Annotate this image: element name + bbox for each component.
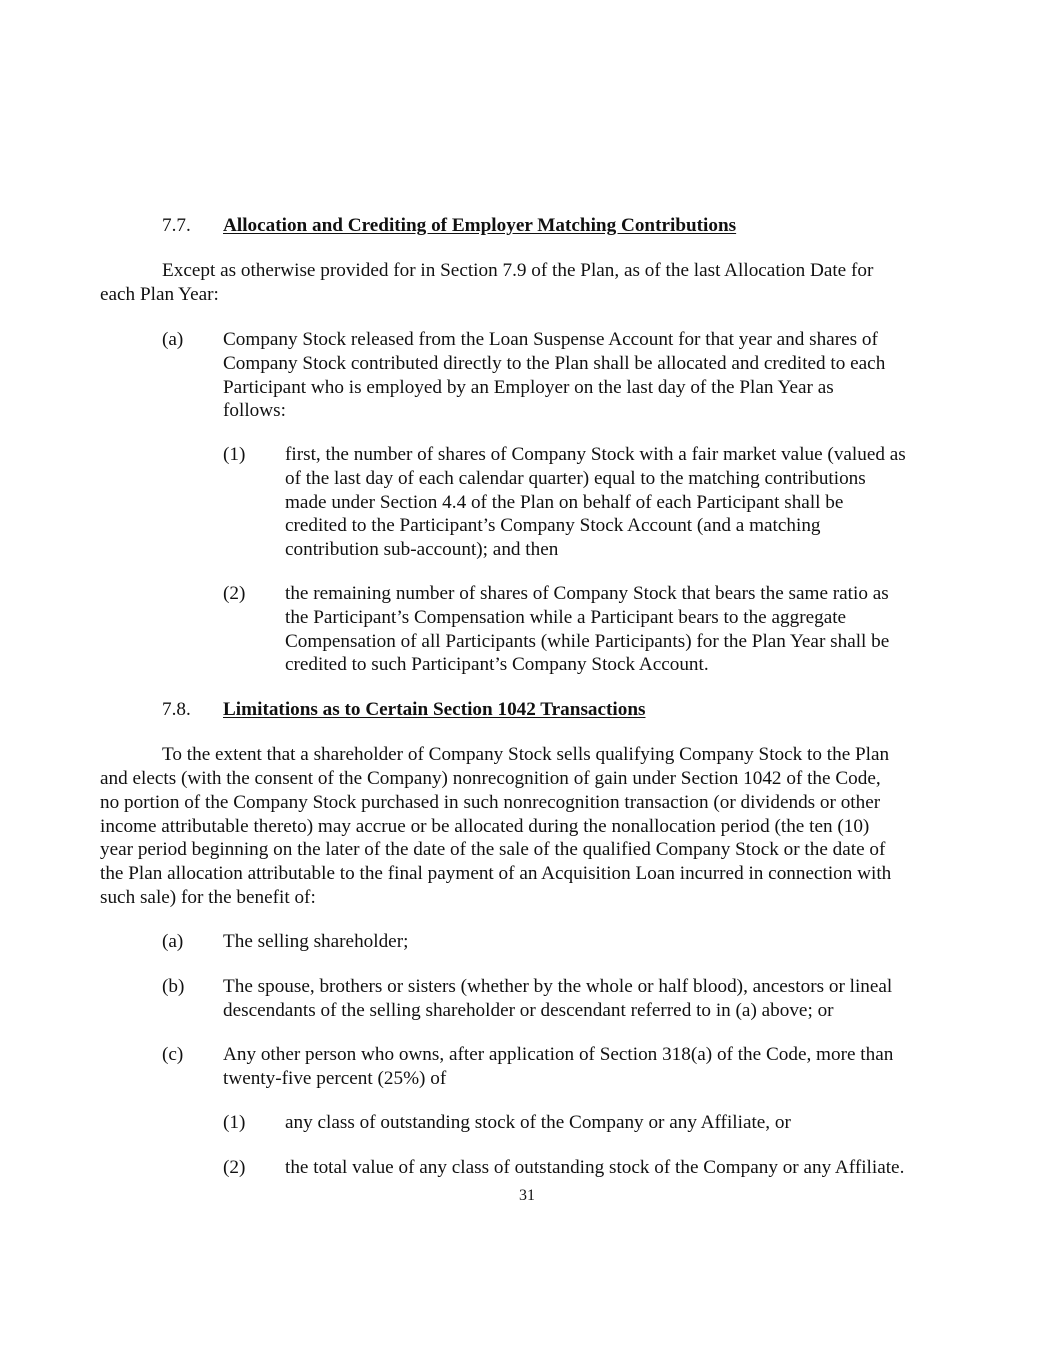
section-7-7-sub-1-label: (1) (223, 444, 246, 465)
section-7-8-item-c-text (223, 1043, 983, 1091)
section-7-8-sub-1-label: (1) (223, 1112, 246, 1133)
section-7-7-intro-line-2: each Plan Year: (100, 284, 219, 305)
text-line: Company Stock contributed directly to the Plan shall be allocated and credited to each (223, 352, 886, 374)
text-line: year period beginning on the later of the date of the sale of the qualified Company Stock or the date of (100, 839, 886, 861)
text-line: made under Section 4.4 of the Plan on behalf of each Participant shall be (285, 491, 844, 513)
text-line: twenty-five percent (25%) of (223, 1067, 447, 1089)
text-line: The spouse, brothers or sisters (whether by the whole or half blood), ancestors or lineal (223, 976, 893, 997)
section-7-7-sub-2-text (285, 582, 985, 677)
section-7-7-intro-line-1: Except as otherwise provided for in Section 7.9 of the Plan, as of the last Allocation Date for (162, 260, 874, 281)
text-line: contribution sub-account); and then (285, 539, 559, 561)
section-7-7-item-a-text (223, 328, 983, 423)
section-7-8-paragraph-line-1: To the extent that a shareholder of Company Stock sells qualifying Company Stock to the Plan (162, 744, 890, 765)
text-line: Compensation of all Participants (while Participants) for the Plan Year shall be (285, 630, 890, 652)
section-7-8-sub-1-text: any class of outstanding stock of the Company or any Affiliate, or (285, 1112, 791, 1133)
text-line: credited to the Participant’s Company Stock Account (and a matching (285, 515, 821, 537)
text-line: such sale) for the benefit of: (100, 886, 316, 908)
page-number: 31 (519, 1187, 535, 1204)
text-line: of the last day of each calendar quarter) equal to the matching contributions (285, 467, 866, 489)
section-7-7-item-a-label: (a) (162, 329, 184, 350)
text-line: no portion of the Company Stock purchased in such nonrecognition transaction (or dividends or other (100, 791, 881, 813)
section-7-7-number: 7.7. (162, 215, 191, 236)
section-7-8-number: 7.8. (162, 699, 191, 720)
text-line: income attributable thereto) may accrue or be allocated during the nonallocation period (the ten (10) (100, 815, 870, 837)
text-line: the Plan allocation attributable to the final payment of an Acquisition Loan incurred in connection with (100, 863, 892, 885)
text-line: follows: (223, 400, 286, 422)
text-line: the remaining number of shares of Company Stock that bears the same ratio as (285, 583, 889, 604)
text-line: first, the number of shares of Company Stock with a fair market value (valued as (285, 444, 906, 465)
text-line: credited to such Participant’s Company Stock Account. (285, 654, 709, 676)
section-7-8-item-b-text (223, 975, 983, 1023)
section-7-8-item-a-text: The selling shareholder; (223, 931, 409, 952)
section-7-7-sub-1-text (285, 443, 985, 562)
text-line: the Participant’s Compensation while a Participant bears to the aggregate (285, 606, 847, 628)
section-7-8-item-b-label: (b) (162, 976, 185, 997)
section-7-8-item-a-label: (a) (162, 931, 184, 952)
section-7-7-sub-2-label: (2) (223, 583, 246, 604)
section-7-8-paragraph (100, 767, 1000, 910)
section-7-7-title: Allocation and Crediting of Employer Matching Contributions (223, 215, 737, 236)
text-line: descendants of the selling shareholder or descendant referred to in (a) above; or (223, 999, 834, 1021)
section-7-8-item-c-label: (c) (162, 1044, 184, 1065)
text-line: Company Stock released from the Loan Suspense Account for that year and shares of (223, 329, 878, 350)
text-line: and elects (with the consent of the Company) nonrecognition of gain under Section 1042 of the Code, (100, 768, 881, 789)
text-line: Participant who is employed by an Employer on the last day of the Plan Year as (223, 376, 834, 398)
section-7-8-sub-2-text: the total value of any class of outstanding stock of the Company or any Affiliate. (285, 1157, 905, 1178)
text-line: Any other person who owns, after application of Section 318(a) of the Code, more than (223, 1044, 894, 1065)
section-7-8-sub-2-label: (2) (223, 1157, 246, 1178)
section-7-8-title: Limitations as to Certain Section 1042 Transactions (223, 699, 646, 720)
